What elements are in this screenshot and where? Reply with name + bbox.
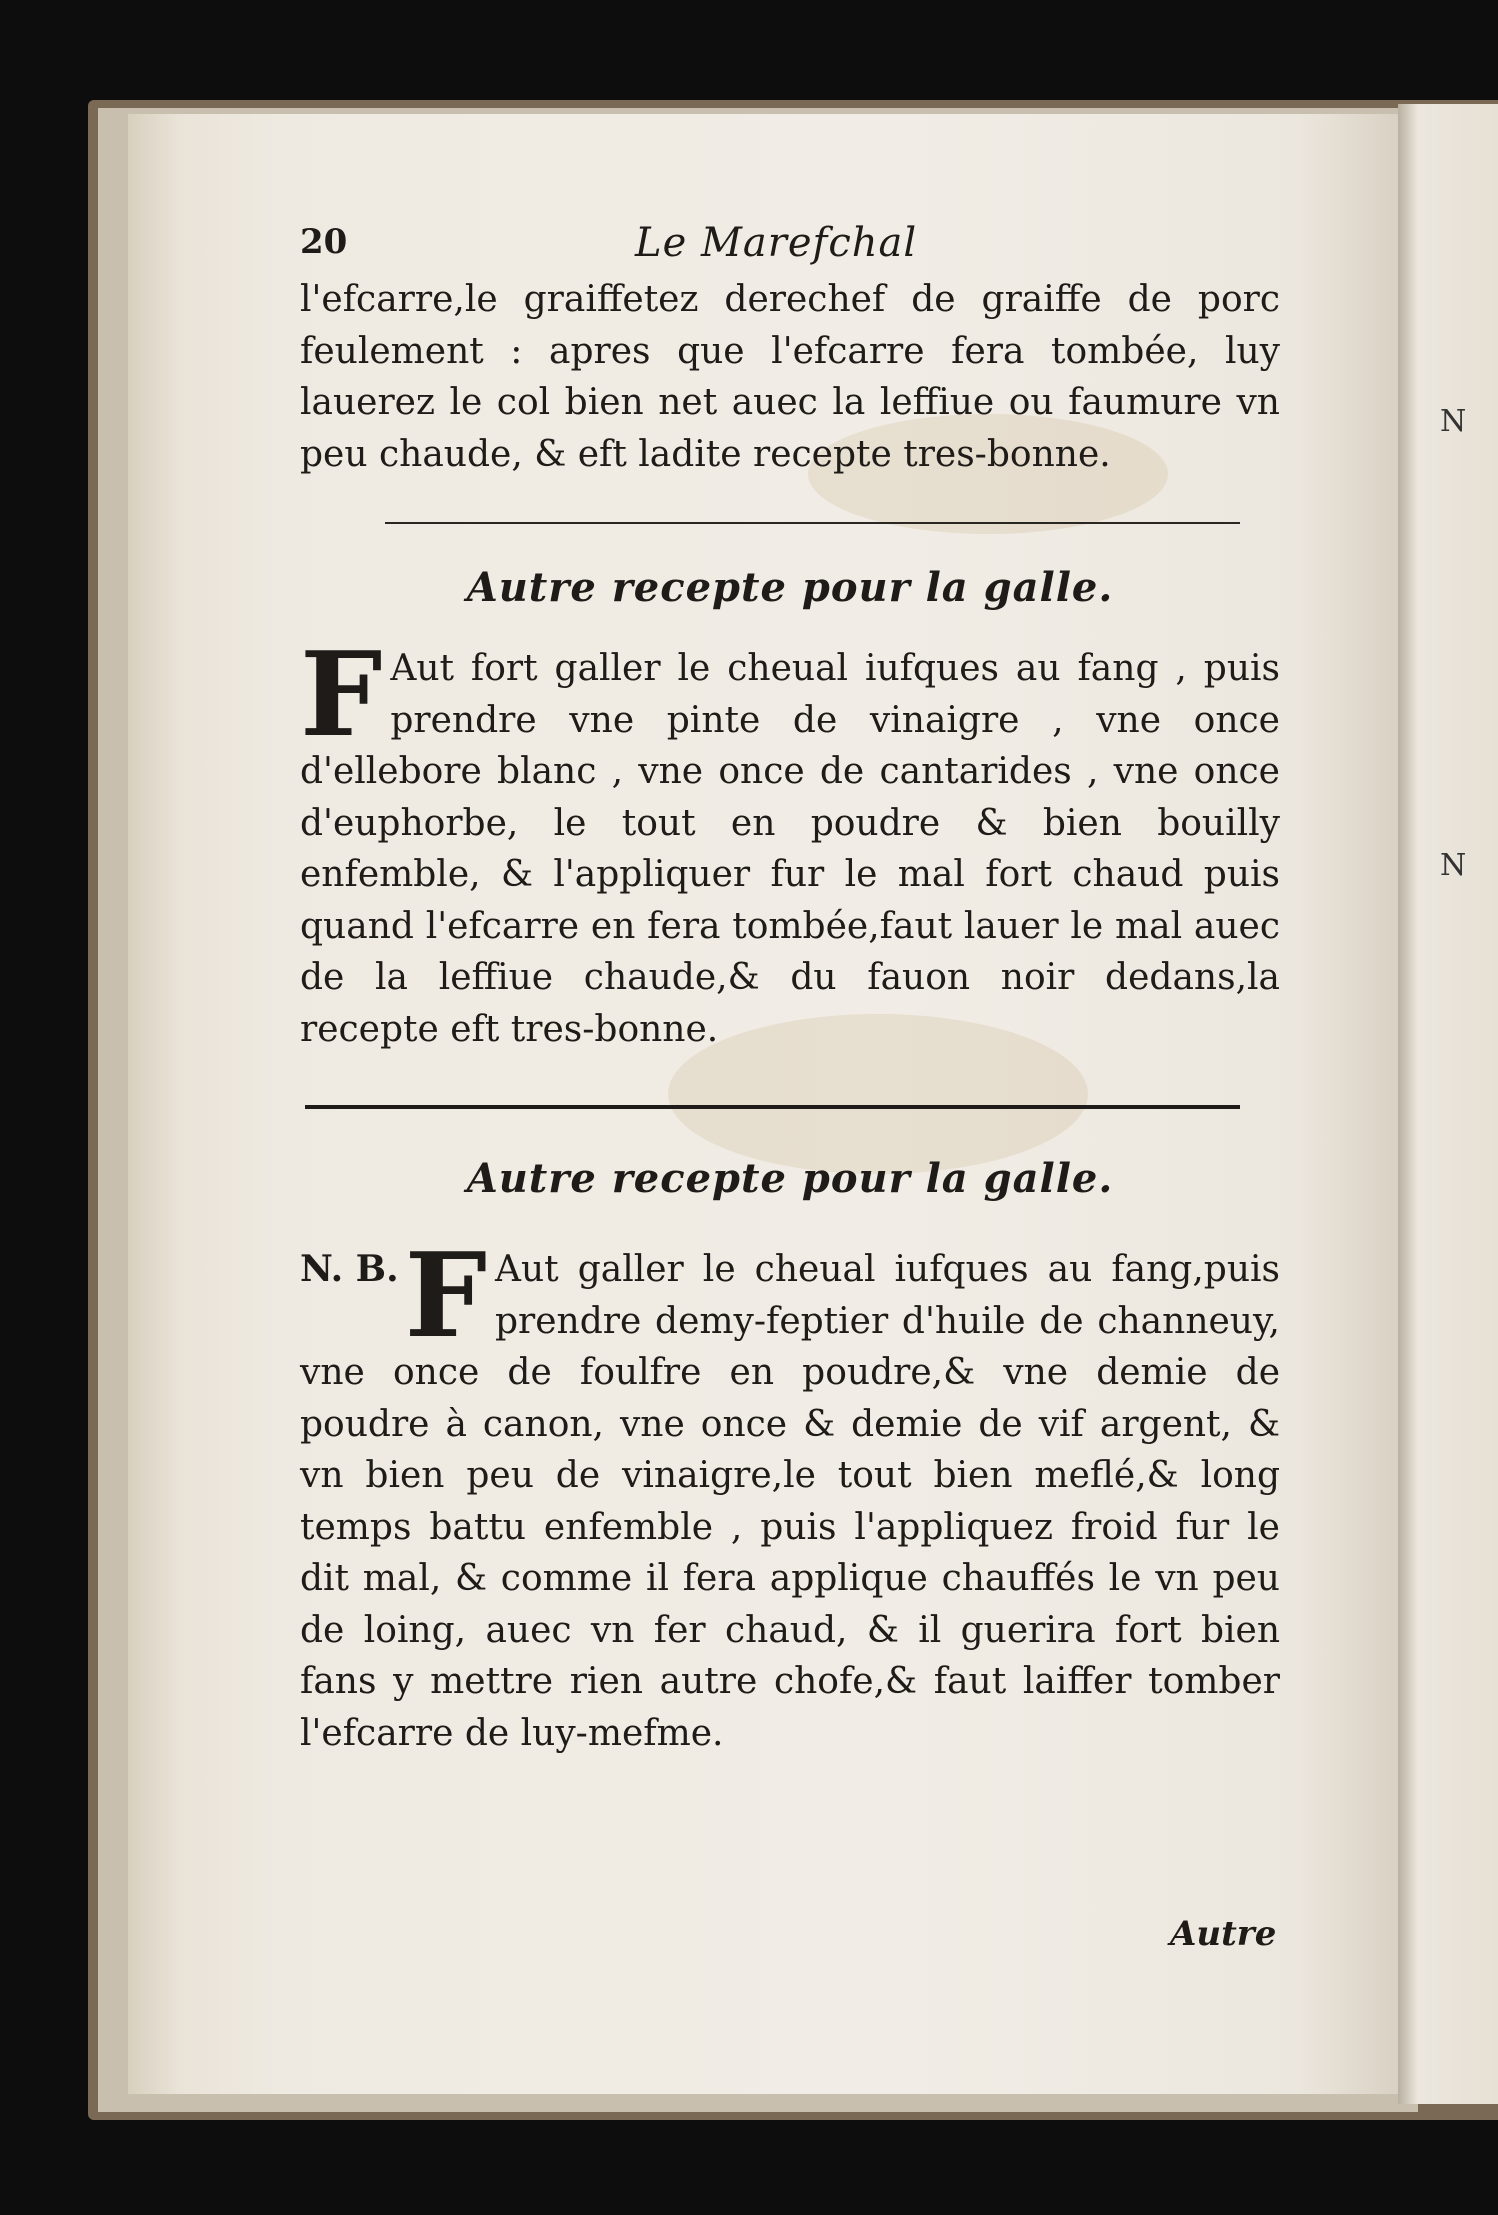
recipe-text: Aut fort galler le cheual iufques au fang , puis prendre vne pinte de vinaigre , vne once d'ellebore blanc , vne once de cantarides , vne once d'euphorbe, le tout en poudre & bien bouilly enfemble, & l'appliquer fur le mal fort chaud puis quand l'efcarre en fera tombée,faut lauer le mal auec de la leffiue chaude,& du fauon noir dedans,la recepte eft tres-bonne. bbox=[300, 648, 1280, 1050]
page-number: 20 bbox=[300, 222, 348, 262]
page-text-block bbox=[300, 222, 1280, 1759]
recipe-text: Aut galler le cheual iufques au fang,puis prendre demy-feptier d'huile de channeuy, vne once de foulfre en poudre,& vne demie de poudre à canon, vne once & demie de vif argent, & vn bien peu de vinaigre,le tout bien meflé,& long temps battu enfemble , puis l'appliquez froid fur le dit mal, & comme il fera applique chauffés le vn peu de loing, auec vn fer chaud, & il guerira fort bien fans y mettre rien autre chofe,& faut laiffer tomber l'efcarre de luy-mefme. bbox=[300, 1249, 1280, 1754]
facing-page-letter: N bbox=[1440, 848, 1467, 883]
catchword: Autre bbox=[1170, 1914, 1277, 1954]
facing-page-edge bbox=[1398, 104, 1498, 2104]
section-heading: Autre recepte pour la galle. bbox=[466, 1155, 1114, 1202]
section-heading: Autre recepte pour la galle. bbox=[466, 564, 1114, 611]
running-title: Le Marefchal bbox=[635, 220, 918, 266]
running-head bbox=[300, 222, 1280, 274]
recipe-paragraph bbox=[300, 1228, 1280, 1759]
marginal-note: N. B. bbox=[300, 1248, 399, 1290]
facing-page-letter: N bbox=[1440, 404, 1467, 439]
drop-cap: F bbox=[404, 1228, 487, 1364]
drop-cap: F bbox=[300, 627, 383, 763]
continued-paragraph: l'efcarre,le graiffetez derechef de graiffe de porc feulement : apres que l'efcarre fera tombée, luy lauerez le col bien net auec la leffiue ou faumure vn peu chaude, & eft ladite recepte tres-bonne. bbox=[300, 279, 1280, 475]
recipe-paragraph bbox=[300, 627, 1280, 1055]
